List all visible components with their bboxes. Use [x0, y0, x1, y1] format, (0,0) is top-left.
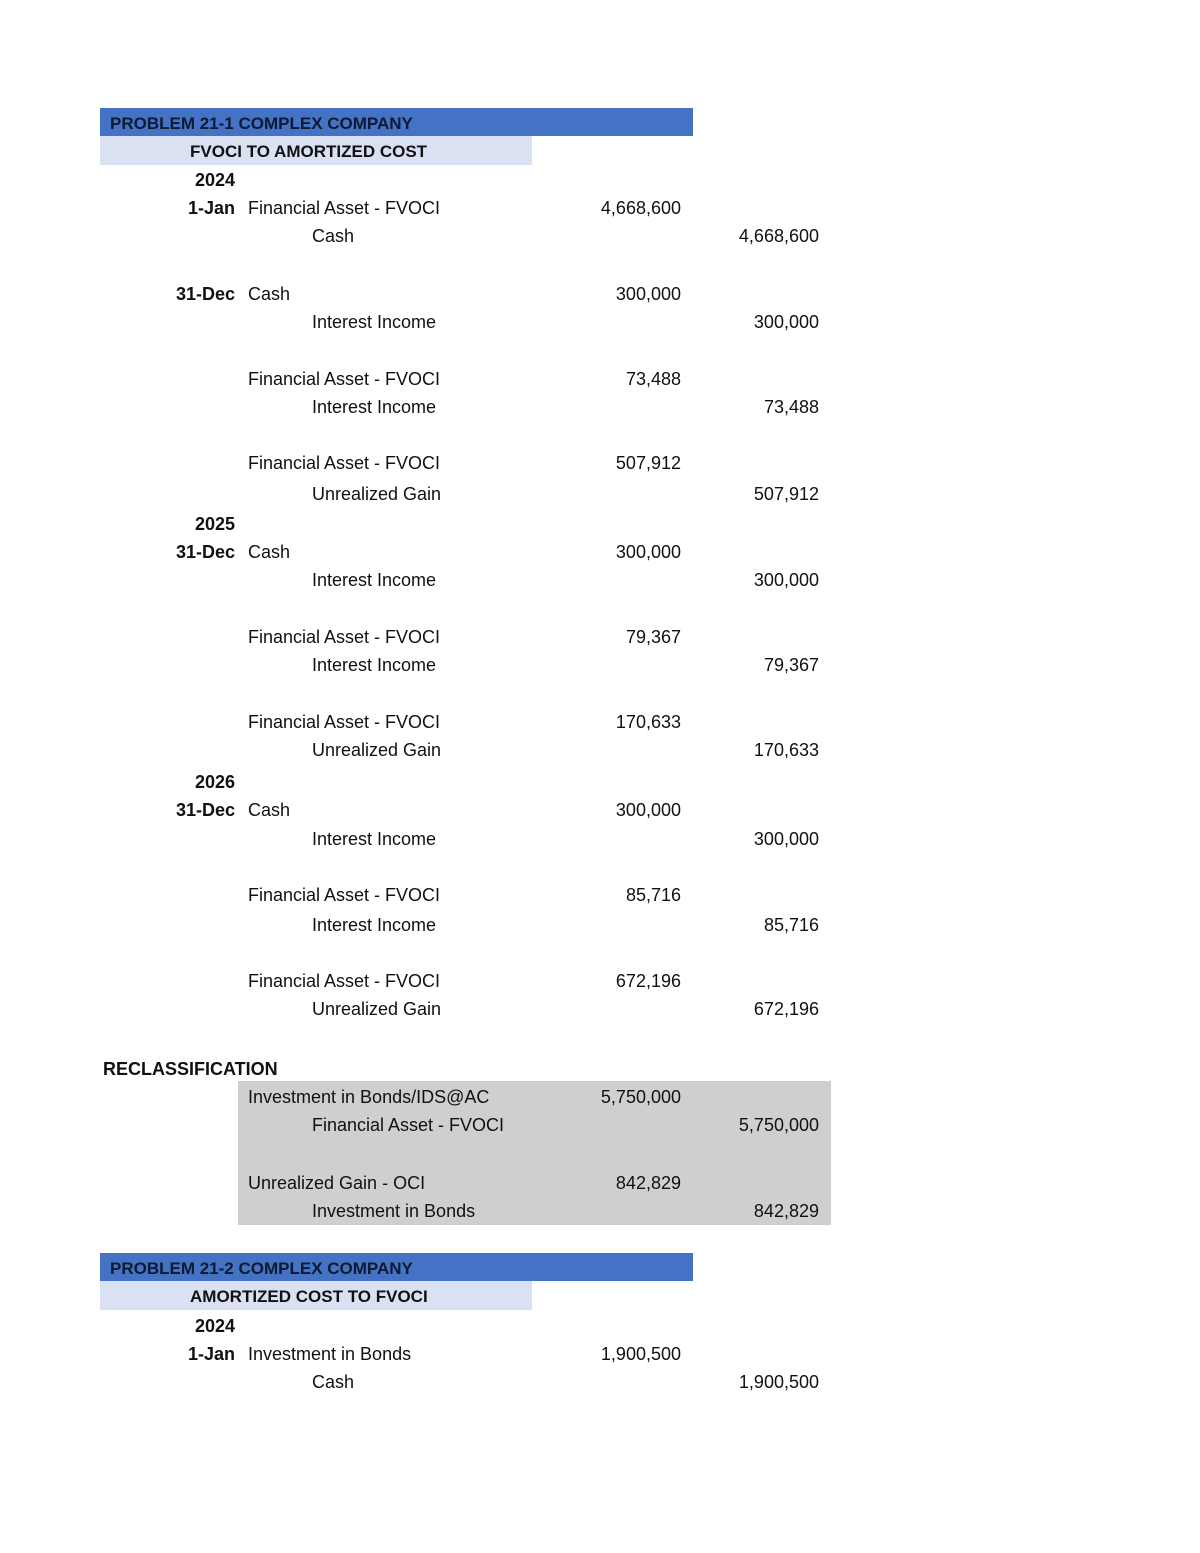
credit-account: Unrealized Gain: [312, 484, 442, 504]
debit-amount: 73,488: [625, 369, 681, 389]
credit-amount: 4,668,600: [738, 226, 819, 246]
debit-amount: 5,750,000: [600, 1087, 681, 1107]
debit-amount: 300,000: [615, 800, 681, 820]
credit-account: Cash: [312, 226, 355, 246]
debit-amount: 507,912: [615, 453, 681, 473]
year-label: 2025: [194, 514, 235, 534]
credit-account: Cash: [312, 1372, 355, 1392]
credit-account: Interest Income: [312, 915, 437, 935]
debit-account: Financial Asset - FVOCI: [248, 627, 441, 647]
debit-account: Investment in Bonds/IDS@AC: [248, 1087, 490, 1107]
debit-amount: 1,900,500: [600, 1344, 681, 1364]
debit-account: Cash: [248, 284, 291, 304]
debit-amount: 300,000: [615, 542, 681, 562]
problem2-title: PROBLEM 21-2 COMPLEX COMPANY: [110, 1259, 413, 1278]
problem1-subtitle: FVOCI TO AMORTIZED COST: [190, 142, 428, 161]
entry-date: 1-Jan: [187, 198, 235, 218]
debit-account: Financial Asset - FVOCI: [248, 885, 441, 905]
credit-amount: 300,000: [753, 312, 819, 332]
debit-account: Financial Asset - FVOCI: [248, 453, 441, 473]
problem1-title: PROBLEM 21-1 COMPLEX COMPANY: [110, 114, 413, 133]
credit-amount: 5,750,000: [738, 1115, 819, 1135]
debit-amount: 4,668,600: [600, 198, 681, 218]
credit-amount: 73,488: [763, 397, 819, 417]
credit-amount: 79,367: [763, 655, 819, 675]
problem2-header-bar: [100, 1253, 693, 1281]
entry-date: 31-Dec: [175, 542, 235, 562]
entry-date: 31-Dec: [175, 800, 235, 820]
debit-amount: 300,000: [615, 284, 681, 304]
credit-account: Interest Income: [312, 312, 437, 332]
problem2-subtitle: AMORTIZED COST TO FVOCI: [190, 1287, 428, 1306]
credit-amount: 507,912: [753, 484, 819, 504]
credit-amount: 85,716: [763, 915, 819, 935]
debit-amount: 672,196: [615, 971, 681, 991]
debit-account: Investment in Bonds: [248, 1344, 412, 1364]
debit-amount: 85,716: [625, 885, 681, 905]
debit-account: Cash: [248, 800, 291, 820]
debit-amount: 842,829: [615, 1173, 681, 1193]
problem1-subheader-bar: [100, 136, 532, 165]
credit-account: Interest Income: [312, 397, 437, 417]
credit-amount: 300,000: [753, 829, 819, 849]
credit-account: Financial Asset - FVOCI: [312, 1115, 505, 1135]
problem1-header-bar: [100, 108, 693, 136]
credit-account: Unrealized Gain: [312, 999, 442, 1019]
debit-amount: 170,633: [615, 712, 681, 732]
reclassification-title: RECLASSIFICATION: [103, 1059, 278, 1079]
debit-amount: 79,367: [625, 627, 681, 647]
entry-date: 31-Dec: [175, 284, 235, 304]
debit-account: Financial Asset - FVOCI: [248, 198, 441, 218]
debit-account: Financial Asset - FVOCI: [248, 971, 441, 991]
debit-account: Cash: [248, 542, 291, 562]
credit-amount: 170,633: [753, 740, 819, 760]
year-label: 2026: [194, 772, 235, 792]
year-label: 2024: [194, 170, 235, 190]
debit-account: Financial Asset - FVOCI: [248, 369, 441, 389]
credit-amount: 300,000: [753, 570, 819, 590]
credit-amount: 672,196: [753, 999, 819, 1019]
debit-account: Financial Asset - FVOCI: [248, 712, 441, 732]
credit-account: Interest Income: [312, 570, 437, 590]
credit-account: Investment in Bonds: [312, 1201, 476, 1221]
credit-amount: 1,900,500: [738, 1372, 819, 1392]
entry-date: 1-Jan: [187, 1344, 235, 1364]
credit-account: Interest Income: [312, 655, 437, 675]
year-label: 2024: [194, 1316, 235, 1336]
credit-amount: 842,829: [753, 1201, 819, 1221]
debit-account: Unrealized Gain - OCI: [248, 1173, 426, 1193]
problem2-subheader-bar: [100, 1281, 532, 1310]
credit-account: Unrealized Gain: [312, 740, 442, 760]
credit-account: Interest Income: [312, 829, 437, 849]
